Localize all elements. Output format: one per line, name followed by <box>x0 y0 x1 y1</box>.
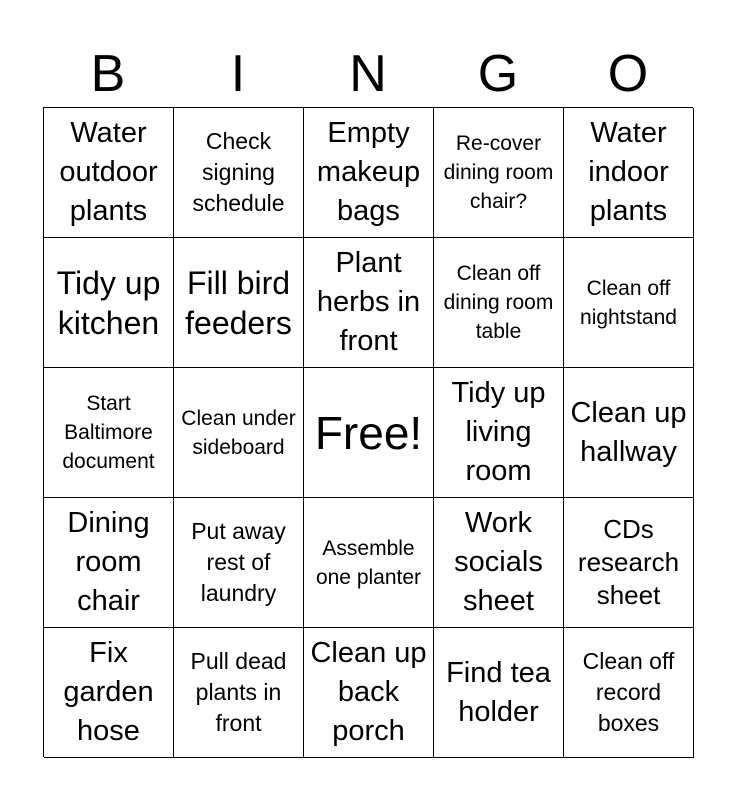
cell-text: Plant herbs in front <box>316 247 421 357</box>
bingo-cell[interactable] <box>304 108 434 238</box>
bingo-cell[interactable] <box>174 108 304 238</box>
bingo-cell[interactable] <box>434 108 564 238</box>
cell-text: Clean off record boxes <box>582 648 675 736</box>
cell-text: Tidy up kitchen <box>56 264 161 341</box>
bingo-cell[interactable] <box>174 628 304 758</box>
header-letter-o: O <box>607 45 649 103</box>
bingo-cell[interactable] <box>434 498 564 628</box>
bingo-cell[interactable] <box>564 628 694 758</box>
cell-text: Dining room chair <box>67 507 150 617</box>
bingo-cell[interactable] <box>304 628 434 758</box>
cell-text: Fix garden hose <box>63 637 154 747</box>
bingo-cell[interactable] <box>174 238 304 368</box>
bingo-cell[interactable] <box>564 108 694 238</box>
cell-text: Start Baltimore document <box>62 392 155 473</box>
cell-text: Pull dead plants in front <box>190 648 287 736</box>
bingo-cell[interactable] <box>174 498 304 628</box>
bingo-cell[interactable] <box>304 498 434 628</box>
bingo-header <box>43 40 693 108</box>
bingo-cell[interactable] <box>174 368 304 498</box>
cell-text: Re-cover dining room chair? <box>443 132 554 213</box>
bingo-cell[interactable] <box>564 368 694 498</box>
bingo-cell[interactable] <box>304 238 434 368</box>
free-space-text: Free! <box>314 406 423 459</box>
bingo-cell[interactable] <box>44 628 174 758</box>
bingo-cell[interactable] <box>434 368 564 498</box>
cell-text: Tidy up living room <box>451 377 546 487</box>
cell-text: Clean up back porch <box>310 637 427 747</box>
cell-text: Water indoor plants <box>588 117 669 227</box>
cell-text: Find tea holder <box>446 656 551 728</box>
cell-text: Empty makeup bags <box>316 117 421 227</box>
header-letter-g: G <box>477 45 519 103</box>
cell-text: CDs research sheet <box>577 514 680 610</box>
header-letter-i: I <box>230 45 246 103</box>
cell-text: Water outdoor plants <box>59 117 158 227</box>
bingo-cell[interactable] <box>44 368 174 498</box>
cell-text: Fill bird feeders <box>185 264 292 341</box>
bingo-cell[interactable] <box>44 498 174 628</box>
header-letter-n: N <box>349 45 387 103</box>
header-letter-b: B <box>90 45 126 103</box>
free-space[interactable] <box>304 368 434 498</box>
bingo-cell[interactable] <box>44 108 174 238</box>
cell-text: Work socials sheet <box>454 507 543 617</box>
cell-text: Put away rest of laundry <box>191 518 286 606</box>
bingo-cell[interactable] <box>434 238 564 368</box>
bingo-cell[interactable] <box>564 238 694 368</box>
bingo-cell[interactable] <box>434 628 564 758</box>
cell-text: Clean off nightstand <box>580 276 677 329</box>
cell-text: Check signing schedule <box>192 128 285 216</box>
cell-text: Assemble one planter <box>315 536 422 589</box>
bingo-cell[interactable] <box>564 498 694 628</box>
bingo-cell[interactable] <box>44 238 174 368</box>
bingo-board <box>43 107 693 757</box>
cell-text: Clean under sideboard <box>181 406 296 459</box>
cell-text: Clean off dining room table <box>443 262 554 343</box>
cell-text: Clean up hallway <box>570 396 687 468</box>
